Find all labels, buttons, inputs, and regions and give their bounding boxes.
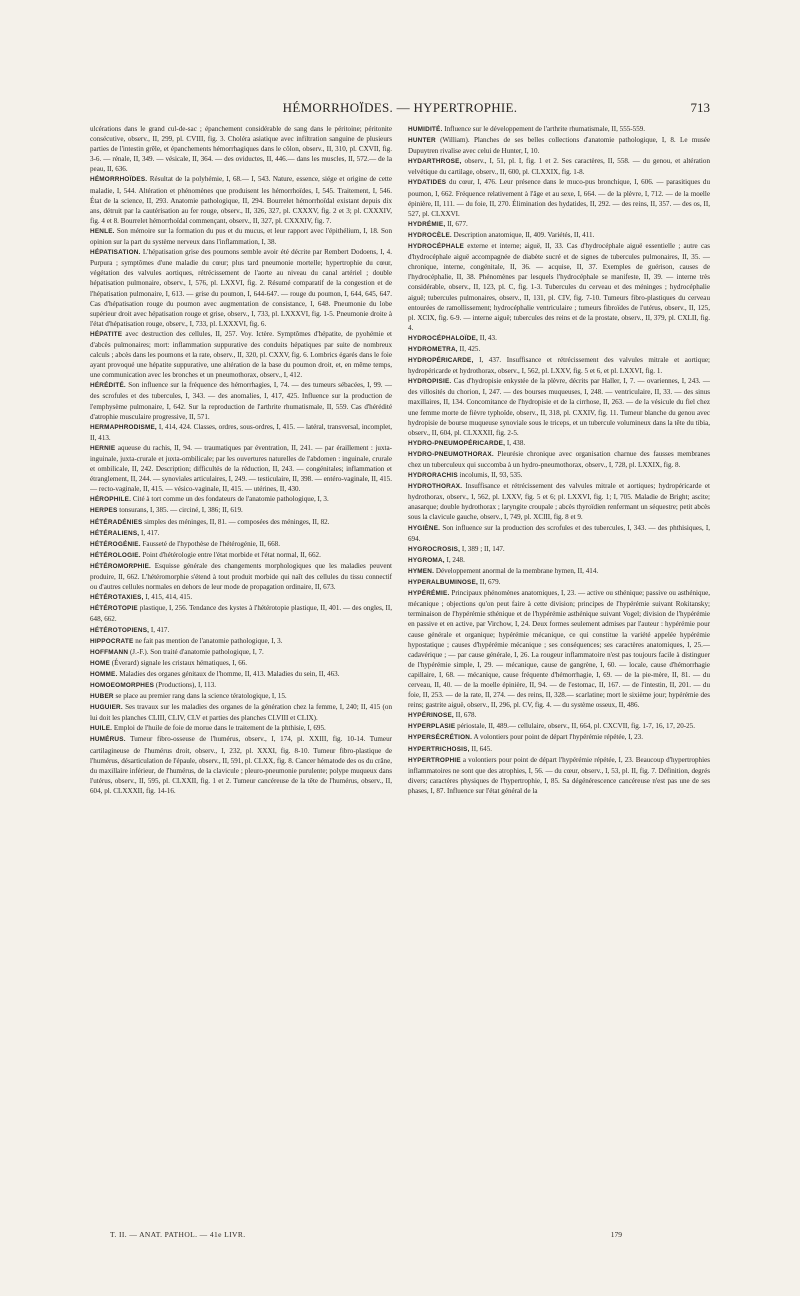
- entry-headword: HYDRORACHIS: [408, 472, 458, 480]
- entry-text: (Éverard) signale les cristaux hématiques, I, 66.: [109, 658, 248, 667]
- index-entry: [408, 135, 710, 156]
- index-entry: [408, 577, 710, 588]
- entry-headword: HOFFMANN: [90, 648, 129, 656]
- entry-text: Point d'hétérologie entre l'état morbide et l'état normal, II, 662.: [140, 550, 321, 559]
- index-entry: [90, 226, 392, 247]
- entry-headword: HYGROMA,: [408, 556, 445, 564]
- index-entry: [90, 550, 392, 561]
- index-entry: [408, 732, 710, 743]
- entry-headword: HYDRO-PNEUMOTHORAX.: [408, 450, 494, 458]
- entry-text: Tumeur fibro-osseuse de l'humérus, observ., I, 174, pl. XXIII, fig. 10-14. Tumeur cartilagineuse de l'humérus droit, observ., I, 232, pl. XXXI, fig. 8-10. Tumeur fibro-plastique de l'humérus, désarticulation de l'épaule, observ., II, 591, pl. CLXX, fig. 8. Cancer hématode des os du crâne, du maxillaire inférieur, de l'humérus, de la clavicule ; pleuro-pneumonie purulente; polype muqueux dans l'utérus, observ., II, 595, pl. CLXXII, fig. 1 et 2. Tumeur cancéreuse de la tête de l'humérus, observ., II, 604, pl. CLXXXII, fig. 14-16.: [90, 735, 392, 795]
- entry-headword: HÉTÉRALIENS,: [90, 529, 140, 537]
- index-entry: [90, 625, 392, 636]
- index-entry: [90, 443, 392, 494]
- entry-headword: HÉTÉROLOGIE.: [90, 551, 141, 559]
- index-entry: [90, 658, 392, 669]
- index-entry: [90, 636, 392, 647]
- entry-text: Cité à tort comme un des fondateurs de l'anatomie pathologique, I, 3.: [131, 495, 329, 504]
- index-entry: [408, 588, 710, 710]
- entry-text: Résultat de la polyhémie, I, 68.— I, 543. Nature, essence, siége et origine de cette maladie, I, 544. Altération et phénomènes que produisent les hémorrhoïdes, I, 545. Traitement, I, 546. État de la science, II, 293. Anatomie pathologique, II, 294. Bourrelet hémorrhoïdal existant depuis dix ans, détruit par la cautérisation au fer rouge, observ., II, 326, 327, pl. CXXXV, fig. 2 et 3; pl. CXXXIV, fig. 4 et 8. Bourrelet hémorrhoïdal commençant, observ., II, 327, pl. CXXXIV, fig. 7.: [90, 175, 392, 225]
- index-entry: [90, 247, 392, 329]
- entry-text: Emploi de l'huile de foie de morue dans le traitement de la phthisie, I, 695.: [112, 724, 326, 733]
- index-entry: [408, 755, 710, 796]
- entry-headword: HERPES: [90, 507, 118, 515]
- entry-headword: HUNTER: [408, 137, 436, 145]
- index-entry: [90, 380, 392, 421]
- entry-text: avec destruction des cellules, II, 257. Voy. Ictère. Symptômes d'hépatite, de pyohémie et d'abcès pulmonaires; mort: inflammation suppurative des conduits hépatiques par suite de nombreux calculs ; abcès dans les poumons et la rate, observ., II, 320, pl. CXXV, fig. 6. Lombrics égarés dans le foie ayant provoqué une hépatite suppurative, une altération de la base du poumon droit, et, en même temps, une communication avec les bronches et un pneumothorax, observ., I, 412.: [90, 329, 392, 380]
- index-entry: [90, 603, 392, 624]
- index-entry: [90, 422, 392, 443]
- entry-headword: HÉMORRHOÏDES.: [90, 176, 148, 184]
- entry-text: I, 417.: [149, 625, 170, 634]
- entry-text: du cœur, I, 476. Leur présence dans le muco-pus bronchique, I, 606. — parasitiques du poumon, I, 662. Fréquence relativement à l'âge et au sexe, I, 664. — de la plèvre, I, 712. — de la moelle épinière, II, 111. — du foie, II, 270. Élimination des hydatides, II, 292. — des reins, II, 357. — des os, II, 527, pl. CLXXVI.: [408, 178, 710, 218]
- entry-text: II, 677.: [445, 219, 468, 228]
- entry-text: II, 425.: [457, 344, 481, 353]
- entry-text: Influence sur le développement de l'arthrite rhumatismale, II, 555-559.: [442, 125, 646, 133]
- index-entry: [408, 555, 710, 566]
- entry-headword: HYPERSÉCRÉTION.: [408, 734, 473, 742]
- entry-headword: HYDROCÈLE.: [408, 231, 452, 239]
- index-entry: [90, 561, 392, 592]
- entry-text: II, 678.: [453, 711, 477, 720]
- entry-headword: HÉTÉROMORPHIE.: [90, 562, 152, 570]
- entry-text: I, 389 ; II, 147.: [460, 544, 505, 553]
- entry-headword: HOMME.: [90, 670, 118, 678]
- sheet-number: 179: [610, 1230, 622, 1239]
- entry-headword: HOMOEOMORPHES: [90, 681, 155, 689]
- entry-headword: HUILE.: [90, 725, 113, 733]
- entry-text: observ., I, 51, pl. I, fig. 1 et 2. Ses caractères, II, 558. — du genou, et altération velvétique du cartilage, observ., II, 600, pl. CLXXIX, fig. 1-8.: [408, 157, 710, 177]
- index-entry: [90, 691, 392, 702]
- entry-text: I, 417.: [139, 528, 160, 537]
- signature-mark: T. II. — ANAT. PATHOL. — 41e LIVR.: [110, 1230, 246, 1239]
- entry-headword: HYDROTHORAX.: [408, 483, 463, 491]
- index-entry: [408, 344, 710, 355]
- entry-text: Maladies des organes génitaux de l'homme, II, 413. Maladies du sein, II, 463.: [117, 669, 340, 678]
- page-number: 713: [690, 100, 710, 115]
- entry-text: incolumis, II, 93, 535.: [457, 471, 523, 480]
- entry-headword: HYPERPLASIE: [408, 723, 456, 731]
- index-entry: [408, 376, 710, 438]
- entry-text: aqueuse du rachis, II, 94. — traumatiques par éventration, II, 241. — par éraillement : juxta-inguinale, juxta-crurale et juxta-ombilicale; par les ouvertures naturelles de l'abdomen : inguinale, crurale et ombilicale, II, 242. Description; difficultés de la réduction, II, 243. — congénitales; inflammation et étranglement, II, 244. — synoviales articulaires, I, 249. — testiculaire, II, 398. — entéro-vaginale, II, 415. — recto-vaginale, II, 415. — vésico-vaginale, II, 415. — utérines, II, 430.: [90, 443, 392, 494]
- running-head: [90, 100, 710, 120]
- entry-headword: HYDARTHROSE,: [408, 158, 462, 166]
- entry-text: (William). Planches de ses belles collections d'anatomie pathologique, I, 8. Le musée Dupuytren rivalise avec celui de Hunter, I, 10.: [408, 136, 710, 156]
- entry-text: Esquisse générale des changements morphologiques que les maladies peuvent produire, II, 662. L'hétéromorphie s'étend à tout produit morbide qui naît des cellules du tissu connectif ou d'autres cellules normales en dehors de leur mode de propagation ordinaire, II, 673.: [90, 561, 392, 592]
- entry-headword: HUGUIER.: [90, 704, 123, 712]
- index-entry: [90, 124, 392, 174]
- entry-text: I, 414, 424. Classes, ordres, sous-ordres, I, 415. — latéral, transversal, incomplet, II, 413.: [90, 422, 392, 442]
- entry-headword: HYMEN.: [408, 567, 435, 575]
- entry-text: Description anatomique, II, 409. Variétés, II, 411.: [451, 230, 595, 239]
- index-entry: [90, 702, 392, 723]
- entry-headword: HUBER: [90, 693, 114, 701]
- entry-text: périostale, II, 489.— cellulaire, observ., II, 664, pl. CXCVII, fig. 1-7, 16, 17, 20-25.: [455, 722, 696, 731]
- entry-headword: HÉTÉROTOPIENS,: [90, 626, 150, 634]
- entry-text: II, 43.: [477, 333, 497, 342]
- index-entry: [90, 669, 392, 680]
- entry-text: Pleurésie chronique avec organisation charnue des fausses membranes chez un tuberculeux qui succomba à un hydro-pneumothorax, observ., I, 728, pl. LXXIX, fig. 8.: [408, 449, 710, 469]
- entry-text: a volontiers pour point de départ l'hypérémie répétée, I, 23. Beaucoup d'hypertrophies inflammatoires ne sont que des atrophies, I, 56. — du cœur, observ., I, 53, pl. II, fig. 7. Définition, degrés divers; caractères physiques de l'hypertrophie, I, 85. Sa dégénérescence cancéreuse n'est pas une de ses phases, I, 87. Influence sur l'état général de la: [408, 755, 710, 795]
- index-entry: [90, 647, 392, 658]
- entry-headword: HERNIE: [90, 444, 116, 452]
- index-entry: [90, 723, 392, 734]
- entry-text: I, 248.: [444, 555, 465, 564]
- entry-headword: HYPÉRÉMIE.: [408, 590, 450, 598]
- entry-headword: HYPERALBUMINOSE,: [408, 579, 478, 587]
- index-entry: [408, 481, 710, 522]
- entry-text: II, 645.: [469, 744, 493, 753]
- entry-headword: HÉTÉROGÉNIE.: [90, 540, 141, 548]
- entry-headword: HÉROPHILE.: [90, 496, 132, 504]
- page-title: HÉMORRHOÏDES. — HYPERTROPHIE.: [282, 100, 518, 115]
- index-entry: [408, 449, 710, 470]
- entry-headword: HUMÉRUS.: [90, 736, 126, 744]
- entry-text: Ses travaux sur les maladies des organes de la génération chez la femme, I, 240; II, 415 (on lui doit les planches CLIII, CLIV, CLV et parties des planches CLVIII et CLIX).: [90, 703, 392, 723]
- index-entry: [90, 517, 392, 528]
- entry-text: Son mémoire sur la formation du pus et du mucus, et leur rapport avec l'épithélium, I, 18. Son opinion sur la part du système nerveux dans l'inflammation, I, 38.: [90, 226, 392, 247]
- index-entry: [408, 544, 710, 555]
- entry-headword: HYDROMETRA,: [408, 345, 458, 353]
- index-entry: [90, 494, 392, 505]
- entry-headword: HYPÉRINOSE,: [408, 712, 454, 720]
- entry-headword: HÉTÉRADÉNIES: [90, 518, 143, 526]
- page-footer: [90, 1230, 710, 1244]
- index-entry: [90, 505, 392, 516]
- entry-headword: HYDRÉMIE,: [408, 220, 446, 228]
- entry-headword: HYDATIDES: [408, 179, 447, 187]
- entry-text: I, 415, 414, 415.: [143, 593, 193, 602]
- index-entry: [408, 355, 710, 376]
- entry-headword: HENLE.: [90, 227, 115, 235]
- entry-headword: HUMIDITÉ.: [408, 126, 443, 133]
- index-entry: [408, 230, 710, 241]
- entry-headword: HYDROCÉPHALOÏDE,: [408, 334, 478, 342]
- entry-text: se place au premier rang dans la science tératologique, I, 15.: [113, 692, 287, 701]
- entry-text: Insuffisance et rétrécissement des valvules mitrale et aortiques; hydropéricarde et hydrothorax, observ., I, 562, pl. LXXV, fig. 5 et 6; pl. LXXVI, fig. 1; I, 705. Maladie de Bright; ascite; anasarque; double hydrothorax ; laryngite croupale ; abcès thyroïdien renfermant un séquestre; petit abcès sous la clavicule gauche, observ., I, 749, pl. XCIII, fig. 8 et 9.: [408, 482, 710, 522]
- entry-headword: HYPERTRICHOSIS,: [408, 745, 470, 753]
- index-entry: [408, 156, 710, 177]
- index-entry: [408, 566, 710, 577]
- index-entry: [408, 333, 710, 344]
- entry-text: II, 679.: [477, 578, 501, 587]
- index-entry: [408, 177, 710, 218]
- index-entry: [90, 592, 392, 603]
- entry-headword: HYDRO-PNEUMOPÉRICARDE,: [408, 439, 506, 447]
- entry-headword: HERMAPHRODISME,: [90, 423, 157, 431]
- entry-text: Son influence sur la production des scrofules et des tubercules, I, 343. — des phthisiques, I, 694.: [408, 523, 710, 543]
- entry-headword: HYDROPÉRICARDE,: [408, 357, 474, 365]
- entry-headword: HYDROPISIE.: [408, 378, 452, 386]
- index-entry: [408, 241, 710, 333]
- index-entry: [90, 680, 392, 691]
- text-columns: [90, 124, 710, 1244]
- entry-text: (J.-F.). Son traité d'anatomie pathologique, I, 7.: [128, 647, 264, 656]
- index-entry: [408, 721, 710, 732]
- entry-text: L'hépatisation grise des poumons semble avoir été décrite par Rembert Dodoens, I, 4. Purpura ; symptômes d'une maladie du cœur; plus tard pneumonie mortelle; hypertrophie du cœur, végétation des valvules aortiques, rétrécissement de l'aorte au niveau du canal artériel ; double hépatisation pulmonaire, observ., I, 576, pl. LXXVI, fig. 2. Résumé comparatif de la congestion et de l'hépatisation pulmonaire, I, 613. — grise du poumon, I, 644-647. — rouge du poumon, I, 644, 645, 647. Cas d'hépatisation rouge du poumon avec augmentation de consistance, I, 648. Pneumonie du lobe supérieur droit avec hépatisation rouge et grise, observ., I, 733, pl. LXXXVI, fig. 1-5. Pneumonie droite à l'état d'hépatisation rouge, observ., I, 733, pl. LXXXVI, fig. 6.: [90, 248, 392, 328]
- entry-text: externe et interne; aiguë, II, 33. Cas d'hydrocéphale aiguë essentielle ; autre cas d'hydrocéphale aiguë accompagnée de diabète sucré et de signes de tubercules pulmonaires, II, 35. — chronique, interne, congénitale, II, 36. — acquise, II, 37. Exemples de guérison, causes de l'hydrocéphalie, II, 38. Phénomènes par lesquels l'hydrocéphale se manifeste, II, 39. — interne très considérable, observ., II, 123, pl. C, fig. 1-3. Tubercules du cerveau et des méninges ; hydrocéphalie aiguë; tubercules pulmonaires, observ., II, 131, pl. CIV, fig. 7-10. Tumeurs fibro-plastiques du cerveau entourées de ramollissement; hydrocéphalie ventriculaire ; tumeurs fibroïdes de l'utérus, observ., II, 125, pl. XCIX, fig. 6-9. — interne aiguë; tubercules des reins et de la prostate, observ., II, 379, pl. CXLII, fig. 4.: [408, 242, 710, 332]
- index-entry: [90, 329, 392, 380]
- entry-headword: HIPPOCRATE: [90, 637, 134, 645]
- index-entry: [90, 539, 392, 550]
- entry-headword: HÉPATITE: [90, 330, 123, 338]
- entry-text: simples des méninges, II, 81. — composées des méninges, II, 82.: [142, 517, 330, 526]
- entry-text: plastique, I, 256. Tendance des kystes à l'hétérotopie plastique, II, 401. — des ongles, II, 648, 662.: [90, 604, 392, 624]
- entry-headword: HYDROCÉPHALE: [408, 243, 465, 251]
- entry-text: Principaux phénomènes anatomiques, I, 23. — active ou sthénique; passive ou asthénique, mécanique ; objections qu'on peut faire à cette division; principes de l'hypérémie suivant Rokitansky; terminaison de l'hypérémie sthénique et de l'hypérémie asthénique suivant Vogel; division de l'hypérémie en passive et en active, par Virchow, I, 24. Deux formes seulement admises par l'auteur : hypérémie pour cause générale et organique; hypérémie mécanique, ce qui constitue la variété appelée hypérémie hypostatique ; causes d'hypérémie mécanique ; ses conséquences; ses caractères anatomiques, I, 25.— cadavérique ; — par cause générale, I, 26. La rougeur inflammatoire n'est pas toujours facile à distinguer de l'hypérémie simple, I, 29. — mécanique, cause de gangrène, I, 60. — locale, cause d'hémorrhagie capillaire, I, 68. — mécanique, cause fréquente d'hémorrhagie, I, 69. — de la pie-mère, II, 81. — du cerveau, II, 40. — de la moelle épinière, II, 94. — de l'estomac, II, 167. — de l'intestin, II, 201. — du foie, II, 253. — de la rate, II, 274. — des reins, II, 328.— scarlatine; mort le sixième jour; hypérémie des reins; gastrite aiguë, observ., II, 296, pl. CV, fig. 4. — du système osseux, II, 486.: [408, 589, 710, 710]
- entry-text: (Productions), I, 113.: [154, 680, 217, 689]
- index-entry: [408, 710, 710, 721]
- entry-text: I, 438.: [505, 438, 526, 447]
- entry-text: Développement anormal de la membrane hymen, II, 414.: [434, 566, 599, 575]
- index-entry: [408, 219, 710, 230]
- entry-text: Fausseté de l'hypothèse de l'hétérogénie, II, 668.: [140, 539, 280, 548]
- right-column: [408, 124, 710, 1244]
- index-entry: [90, 734, 392, 796]
- index-entry: [408, 124, 710, 135]
- entry-headword: HÉTÉROTOPIE: [90, 605, 138, 613]
- entry-headword: HYGROCROSIS,: [408, 545, 461, 553]
- entry-text: ulcérations dans le grand cul-de-sac ; épanchement considérable de sang dans le péritoine; péritonite consécutive, observ., II, 299, pl. CVIII, fig. 3. Choléra asiatique avec infiltration sanguine de plusieurs parties de l'intestin grêle, et épanchements hémorrhagiques dans le côlon, observ., II, 310, pl. CXVII, fig. 3-6. — rénale, II, 349. — vésicale, II, 364. — des oviductes, II, 446.— dans les muscles, II, 572.— de la peau, II, 636.: [90, 125, 392, 174]
- entry-headword: HÉPATISATION.: [90, 249, 141, 257]
- entry-text: A volontiers pour point de départ l'hypérémie répétée, I, 23.: [472, 733, 643, 742]
- index-entry: [90, 174, 392, 225]
- index-entry: [408, 470, 710, 481]
- entry-text: tonsurans, I, 385. — circiné, I, 386; II, 619.: [117, 506, 243, 515]
- index-entry: [408, 523, 710, 544]
- entry-text: ne fait pas mention de l'anatomie pathologique, I, 3.: [133, 636, 283, 645]
- entry-headword: HYPERTROPHIE: [408, 756, 461, 764]
- entry-text: Son influence sur la fréquence des hémorrhagies, I, 74. — des tumeurs sébacées, I, 99. — des scrofules et des tubercules, I, 343. — des anomalies, I, 417, 425. Influence sur la production de l'emphysème pulmonaire, I, 642. Sur la reproduction de l'arthrite rhumatismale, II, 559. Cas d'hérédité d'atrophie musculaire progressive, II, 571.: [90, 381, 392, 421]
- index-entry: [90, 528, 392, 539]
- index-entry: [408, 438, 710, 449]
- entry-headword: HYGIÈNE.: [408, 524, 441, 532]
- left-column: [90, 124, 392, 1244]
- entry-headword: HÉRÉDITÉ.: [90, 382, 126, 390]
- index-entry: [408, 744, 710, 755]
- entry-text: Cas d'hydropisie enkystée de la plèvre, décrits par Haller, I, 7. — ovariennes, I, 243. — des villosités du chorion, I, 247. — des bourses muqueuses, I, 248. — ventriculaire, II, 33. — des sinus maxillaires, II, 134. Concomitance de l'hydropisie et de la cirrhose, II, 263. — de la vésicule du fiel chez une femme morte de fièvre typhoïde, observ., II, 318, pl. CXXIV, fig. 11. Tumeur blanche du genou avec hydropisie de bourse muqueuse synoviale sous le triceps, et un tubercule volumineux dans la tête du tibia, observ., II, 604, pl. CLXXXII, fig. 2-5.: [408, 377, 710, 437]
- entry-headword: HOME: [90, 659, 110, 667]
- entry-text: I, 437. Insuffisance et rétrécissement des valvules mitrale et aortique; hydropéricarde et hydrothorax, observ., I, 562, pl. LXXV, fig. 5 et 6, et pl. LXXVI, fig. 1.: [408, 356, 710, 376]
- entry-headword: HÉTÉROTAXIES,: [90, 594, 144, 602]
